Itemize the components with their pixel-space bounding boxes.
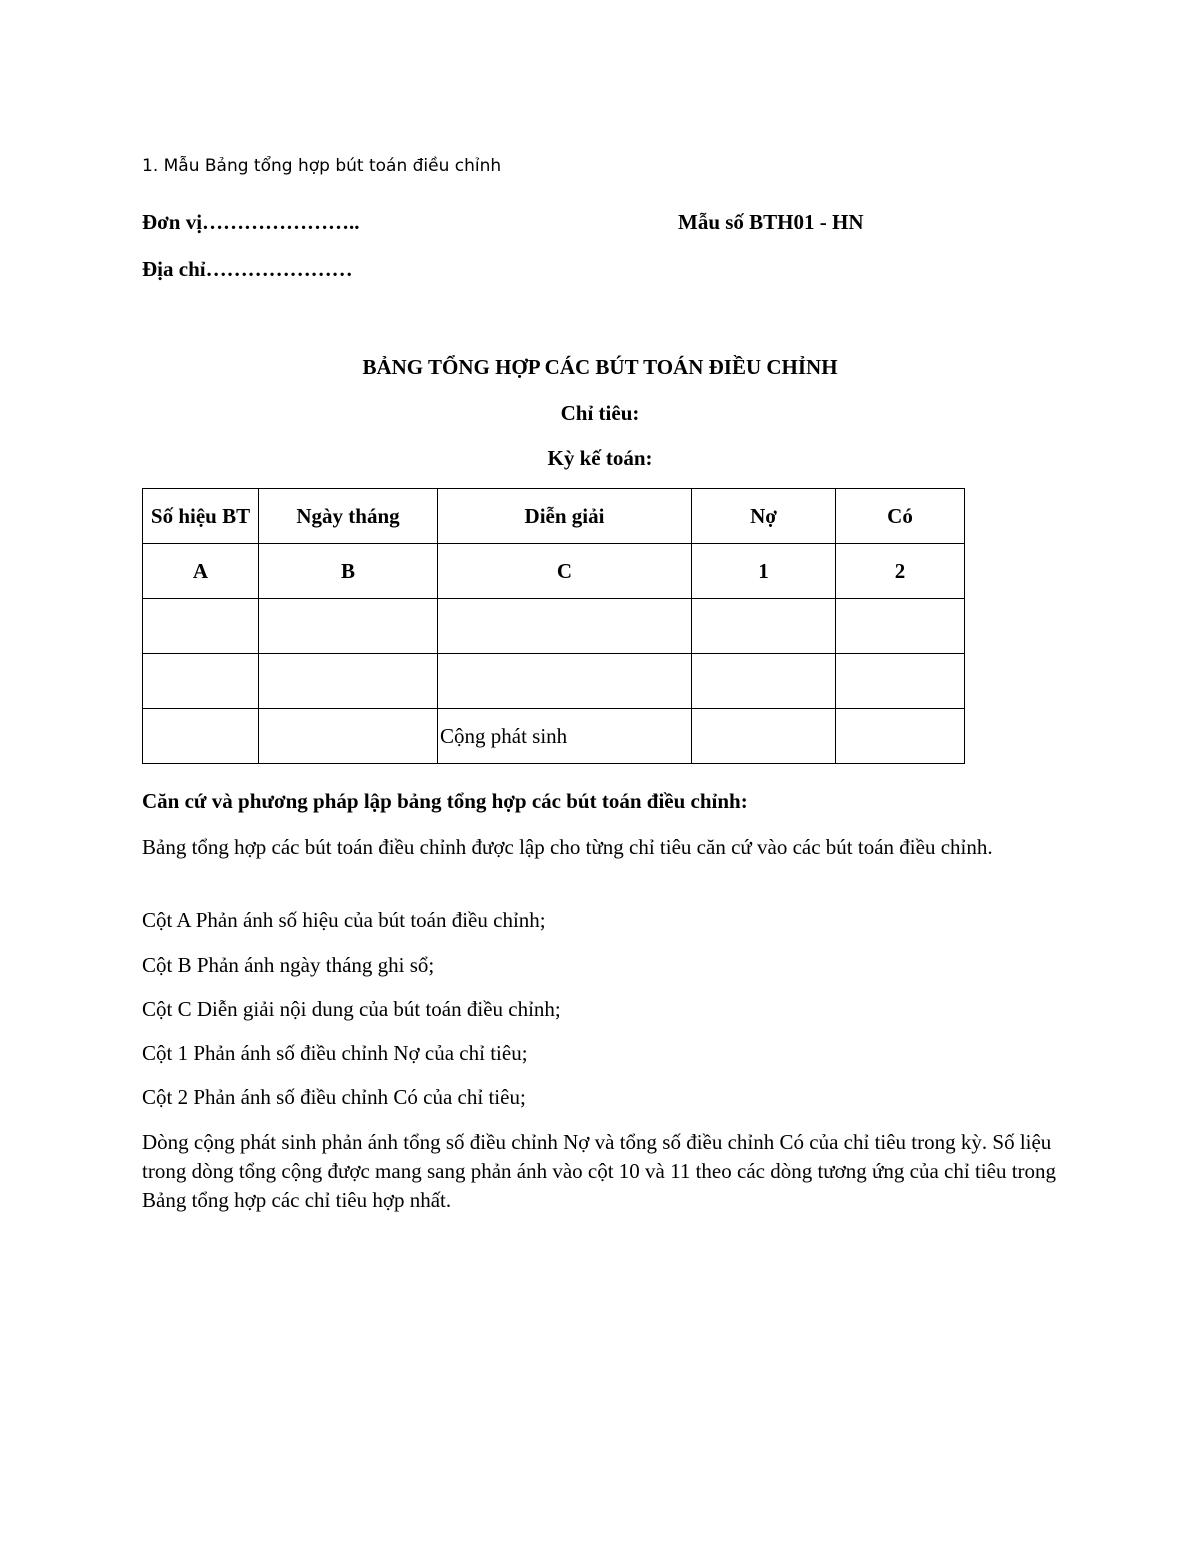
header-entry-number: Số hiệu BT [143,489,259,544]
section-heading: 1. Mẫu Bảng tổng hợp bút toán điều chỉnh [142,156,502,176]
header-date: Ngày tháng [259,489,438,544]
code-cell: B [259,544,438,599]
form-number: Mẫu số BTH01 - HN [678,210,864,234]
empty-cell [438,654,692,709]
code-cell: 2 [836,544,965,599]
instruction-paragraph: Bảng tổng hợp các bút toán điều chỉnh được lập cho từng chỉ tiêu căn cứ vào các bút toán điều chỉnh. [142,835,993,859]
header-description: Diễn giải [438,489,692,544]
empty-cell [692,709,836,764]
instruction-paragraph: Cột 2 Phản ánh số điều chỉnh Có của chỉ tiêu; [142,1085,526,1109]
empty-cell [438,599,692,654]
instruction-paragraph: Cột A Phản ánh số hiệu của bút toán điều chỉnh; [142,908,546,932]
code-cell: A [143,544,259,599]
period-label: Kỳ kế toán: [547,446,653,470]
empty-cell [836,599,965,654]
table-total-row [143,709,965,764]
instruction-paragraph: Cột 1 Phản ánh số điều chỉnh Nợ của chỉ tiêu; [142,1041,528,1065]
empty-cell [143,599,259,654]
empty-cell [692,599,836,654]
document-title: BẢNG TỔNG HỢP CÁC BÚT TOÁN ĐIỀU CHỈNH [362,355,838,379]
empty-cell [143,709,259,764]
instruction-paragraph: Dòng cộng phát sinh phản ánh tổng số điều chỉnh Nợ và tổng số điều chỉnh Có của chỉ tiêu trong kỳ. Số liệu trong dòng tổng cộng được mang sang phản ánh vào cột 10 và 11 theo các dòng tương ứng của chỉ tiêu trong Bảng tổng hợp các chỉ tiêu hợp nhất. [142,1130,1057,1212]
empty-cell [259,709,438,764]
instructions-title: Căn cứ và phương pháp lập bảng tổng hợp các bút toán điều chỉnh: [142,789,748,813]
code-cell: 1 [692,544,836,599]
unit-field: Đơn vị………………….. [142,210,360,234]
header-debit: Nợ [692,489,836,544]
empty-cell [836,709,965,764]
empty-cell [836,654,965,709]
table-row [143,599,965,654]
table-code-row [143,544,965,599]
table-header-row [143,489,965,544]
table-row [143,654,965,709]
total-label: Cộng phát sinh [438,709,692,764]
adjustment-table [142,488,965,764]
indicator-label: Chỉ tiêu: [560,401,640,425]
address-field: Địa chỉ………………… [142,257,353,281]
code-cell: C [438,544,692,599]
empty-cell [259,599,438,654]
empty-cell [692,654,836,709]
instruction-paragraph: Cột C Diễn giải nội dung của bút toán điều chỉnh; [142,997,561,1021]
header-credit: Có [836,489,965,544]
empty-cell [143,654,259,709]
empty-cell [259,654,438,709]
instruction-paragraph: Cột B Phản ánh ngày tháng ghi sổ; [142,953,435,977]
